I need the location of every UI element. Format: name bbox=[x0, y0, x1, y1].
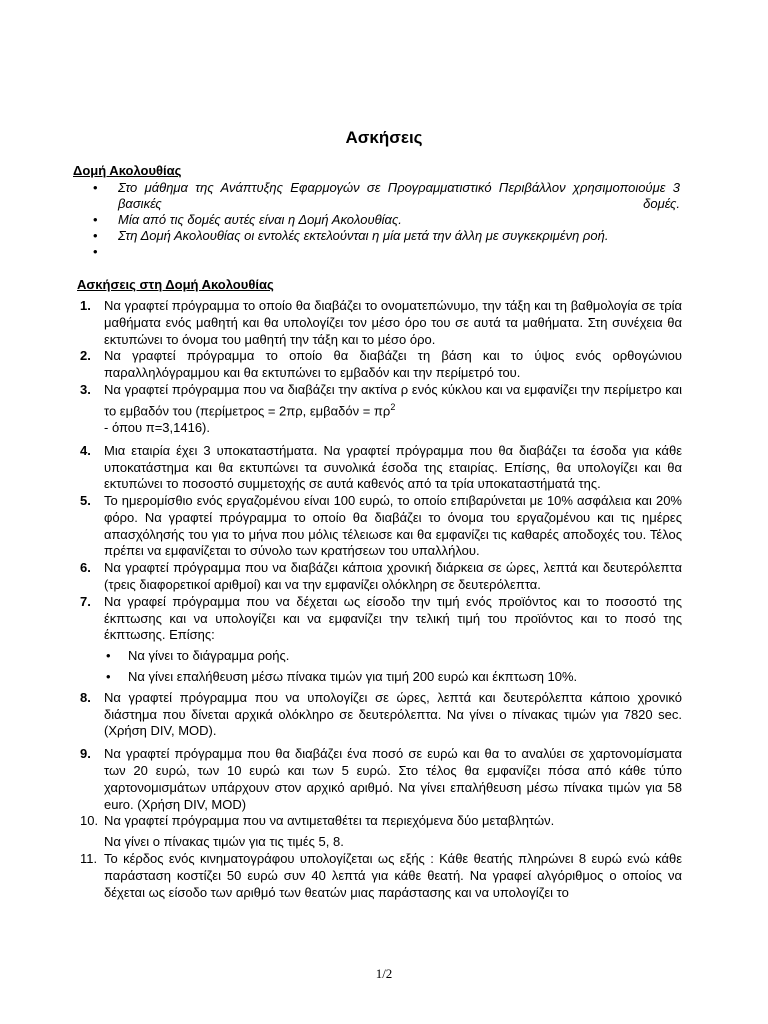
exercise-item bbox=[80, 493, 682, 560]
exercise-text: Να γραφτεί πρόγραμμα το οποίο θα διαβάζει τη βάση και το ύψος ενός ορθογώνιου παραλληλόγραμμου και θα εκτυπώνει το εμβαδόν και την περίμετρό του. bbox=[104, 348, 682, 381]
exercise-number: 3. bbox=[80, 381, 91, 397]
exercise-text-part: Να γραφτεί πρόγραμμα που να διαβάζει την ακτίνα ρ ενός κύκλου και να εμφανίζει την περίμετρο και το εμβαδόν του (περίμετρος = 2πρ, εμβαδόν = πρ bbox=[104, 381, 682, 419]
exercise-list bbox=[80, 298, 682, 901]
exercise-number: 8. bbox=[80, 689, 91, 705]
exercise-text: Να γραφτεί πρόγραμμα το οποίο θα διαβάζει το ονοματεπώνυμο, την τάξη και τη βαθμολογία σε τρία μαθήματα ενός μαθητή και θα υπολογίζει τον μέσο όρο του σε αυτά τα μαθήματα. Στη συνέχεια θα εκτυπώνει το όνομα του μαθητή την τάξη και το μέσο όρο. bbox=[104, 298, 682, 347]
exercise-text: Να γραφτεί πρόγραμμα που να αντιμεταθέτει τα περιεχόμενα δύο μεταβλητών. bbox=[104, 813, 555, 829]
bullet-icon: • bbox=[93, 244, 98, 259]
exercise-text bbox=[104, 382, 682, 420]
bullet-icon: • bbox=[93, 180, 98, 195]
list-item bbox=[90, 228, 680, 244]
exercise-item bbox=[80, 690, 682, 740]
exercise-item bbox=[80, 298, 682, 348]
exercise-text: Το κέρδος ενός κινηματογράφου υπολογίζεται ως εξής : Κάθε θεατής πληρώνει 8 ευρώ ενώ κάθε παράσταση κοστίζει 50 ευρώ συν 40 λεπτά για κάθε θεατή. Να γραφεί αλγόριθμος ο οποίος να δέχεται ως είσοδο των αριθμό των θεατών μιας παράστασης και να υπολογίζει το bbox=[104, 851, 682, 900]
sub-item-text: Να γίνει το διάγραμμα ροής. bbox=[128, 648, 290, 664]
exercise-number: 1. bbox=[80, 298, 91, 313]
sub-item bbox=[104, 669, 682, 686]
bullet-text: Στη Δομή Ακολουθίας οι εντολές εκτελούνται η μία μετά την άλλη με συγκεκριμένη ροή. bbox=[118, 228, 609, 243]
exercise-text-continued: Να γίνει ο πίνακας τιμών για τις τιμές 5, 8. bbox=[104, 834, 344, 850]
exercise-item bbox=[80, 382, 682, 437]
exercise-text: Να γραφτεί πρόγραμμα που να υπολογίζει σε ώρες, λεπτά και δευτερόλεπτα κάποιο χρονικό διάστημα που δίνεται αρχικά ολόκληρο σε δευτερόλεπτα. Να γίνει ο πίνακας τιμών για 7820 sec. (Χρήση DIV, MOD). bbox=[104, 689, 682, 739]
bullet-text: Μία από τις δομές αυτές είναι η Δομή Ακολουθίας. bbox=[118, 212, 402, 227]
exercise-item bbox=[80, 746, 682, 813]
exercise-item bbox=[80, 560, 682, 594]
section-heading-exercises: Ασκήσεις στη Δομή Ακολουθίας bbox=[77, 277, 274, 292]
bullet-icon: • bbox=[106, 669, 111, 685]
exercise-number: 11. bbox=[80, 851, 98, 867]
intro-bullet-list bbox=[90, 180, 680, 259]
exercise-number: 6. bbox=[80, 560, 91, 576]
exercise-item bbox=[80, 348, 682, 382]
exercise-item bbox=[80, 851, 682, 901]
sub-item bbox=[104, 648, 682, 665]
bullet-text: Στο μάθημα της Ανάπτυξης Εφαρμογών σε Προγραμματιστικό Περιβάλλον χρησιμοποιούμε 3 βασικές δομές. bbox=[118, 180, 680, 211]
exercise-text: Να γραφτεί πρόγραμμα που να διαβάζει κάποια χρονική διάρκεια σε ώρες, λεπτά και δευτερόλεπτα (τρεις διαφορετικοί αριθμοί) και να την εμφανίζει ολόκληρη σε δευτερόλεπτα. bbox=[104, 560, 682, 593]
superscript: 2 bbox=[390, 401, 396, 412]
bullet-icon: • bbox=[93, 212, 98, 227]
exercise-number: 4. bbox=[80, 442, 91, 458]
exercise-text: Να γραφεί πρόγραμμα που να δέχεται ως είσοδο την τιμή ενός προϊόντος και το ποσοστό της έκπτωσης και να υπολογίζει και να εμφανίζει την τελική τιμή του προϊόντος και το ποσό της έκπτωσης. Επίσης: bbox=[104, 593, 682, 643]
list-item bbox=[90, 180, 680, 212]
exercise-number: 7. bbox=[80, 593, 91, 609]
exercise-number: 5. bbox=[80, 493, 91, 509]
exercise-number: 2. bbox=[80, 348, 91, 364]
exercise-text: Μια εταιρία έχει 3 υποκαταστήματα. Να γραφτεί πρόγραμμα που θα διαβάζει τα έσοδα για κάθε υποκατάστημα και θα εκτυπώνει τα συνολικά έσοδα της εταιρίας. Επίσης, θα υπολογίζει και θα εκτυπώνει το ποσοστό συμμετοχής σε αυτά καθενός από τα τρία υποκαταστήματά της. bbox=[104, 442, 682, 492]
exercise-text-continued: - όπου π=3,1416). bbox=[104, 419, 210, 435]
page-number: 1/2 bbox=[375, 966, 393, 981]
bullet-icon: • bbox=[106, 648, 111, 664]
exercise-text: Να γραφτεί πρόγραμμα που θα διαβάζει ένα ποσό σε ευρώ και θα το αναλύει σε χαρτονομίσματα των 20 ευρώ, των 10 ευρώ και των 5 ευρώ. Στο τέλος θα εμφανίζει πόσα από κάθε τύπο χαρτονομισμάτων υπάρχουν στον αρχικό αριθμό. Να γίνει επαλήθευση μέσω πίνακα τιμών για 58 euro. (Χρήση DIV, MOD) bbox=[104, 746, 682, 812]
section-heading-sequence: Δομή Ακολουθίας bbox=[73, 163, 182, 178]
exercise-number: 9. bbox=[80, 746, 91, 762]
exercise-item bbox=[80, 443, 682, 493]
bullet-icon: • bbox=[93, 228, 98, 243]
exercise-number: 10. bbox=[80, 813, 99, 829]
sub-item-text: Να γίνει επαλήθευση μέσω πίνακα τιμών για τιμή 200 ευρώ και έκπτωση 10%. bbox=[128, 669, 578, 685]
exercise-item bbox=[80, 813, 682, 851]
list-item bbox=[90, 212, 680, 228]
exercise-text: Το ημερομίσθιο ενός εργαζομένου είναι 100 ευρώ, το οποίο επιβαρύνεται με 10% ασφάλεια και 20% φόρο. Να γραφτεί πρόγραμμα το οποίο θα διαβάζει το όνομα του εργαζομένου και τις ημέρες απασχόλησής του για το μήνα που μόλις τέλειωσε και θα εμφανίζει τις καθαρές αποδοχές του. Τέλος πρέπει να εμφανίζεται το σύνολο των κρατήσεων του υπαλλήλου. bbox=[104, 493, 682, 559]
document-title: Ασκήσεις bbox=[345, 128, 423, 147]
exercise-item bbox=[80, 594, 682, 686]
